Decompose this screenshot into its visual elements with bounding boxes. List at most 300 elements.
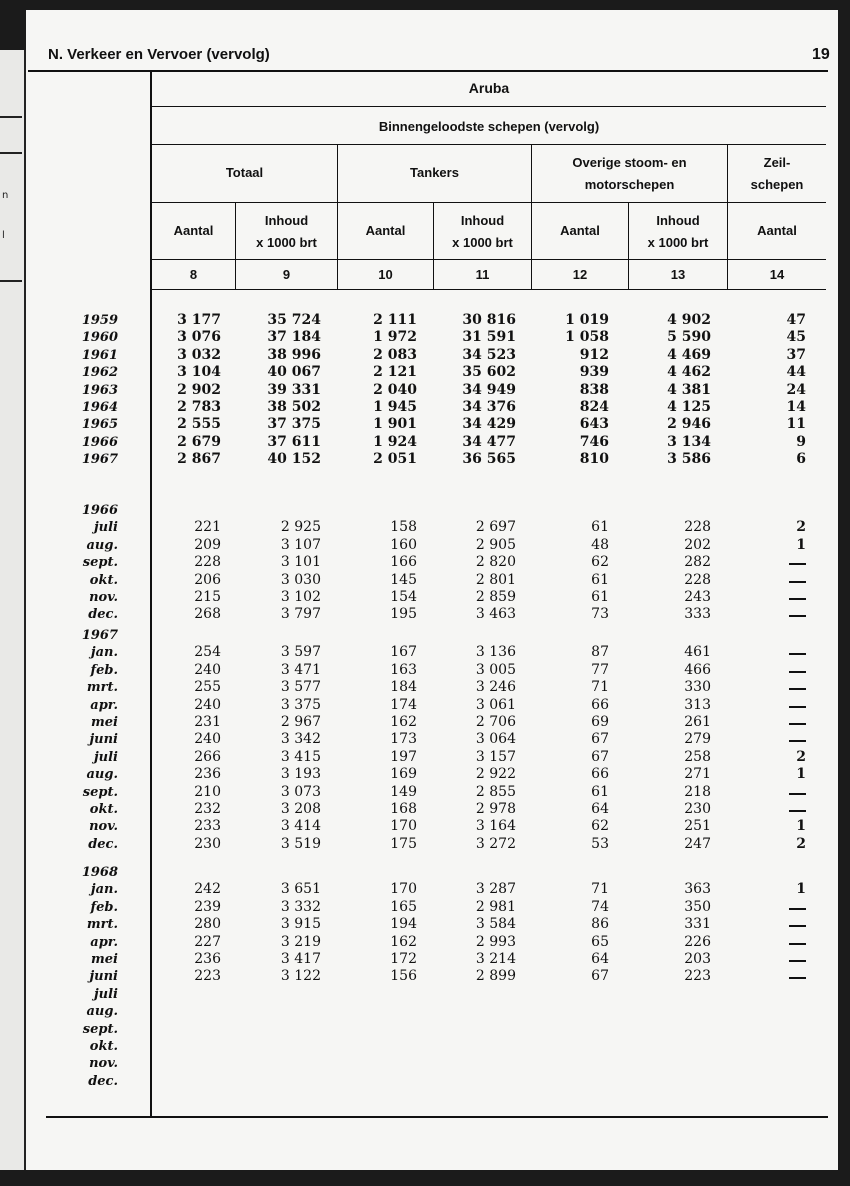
table-cell: 67 [591, 968, 609, 984]
table-cell: 266 [194, 749, 221, 765]
table-cell: 226 [684, 934, 711, 950]
subhead-inhoud-totaal-1: Inhoud [264, 213, 309, 228]
table-cell: 2 993 [475, 934, 516, 950]
table-cell: 3 246 [475, 679, 516, 695]
table-cell: 4 125 [667, 399, 711, 415]
table-bottom-rule [46, 1116, 828, 1118]
table-cell: 2 [796, 519, 806, 535]
row-period-label: apr. [90, 935, 118, 950]
section-year-label: 1968 [81, 865, 118, 880]
table-cell: 1 924 [373, 434, 417, 450]
row-period-label: juli [93, 750, 118, 765]
table-cell: 3 104 [177, 364, 221, 380]
table-cell: 3 463 [475, 606, 516, 622]
table-cell: 279 [684, 731, 711, 747]
section-year-label: 1966 [81, 503, 118, 518]
table-cell: 2 867 [177, 451, 221, 467]
row-period-label: dec. [88, 1074, 118, 1089]
table-cell: 3 030 [280, 572, 321, 588]
table-cell: 3 032 [177, 347, 221, 363]
table-cell: 1 972 [373, 329, 417, 345]
table-cell: 228 [684, 519, 711, 535]
table-cell: 271 [684, 766, 711, 782]
table-cell: 3 332 [280, 899, 321, 915]
table-cell-dash [789, 960, 806, 962]
row-period-label: 1964 [81, 400, 118, 415]
table-cell: 3 597 [280, 644, 321, 660]
table-cell: 350 [684, 899, 711, 915]
table-cell: 37 375 [267, 416, 321, 432]
page-number: 19 [812, 46, 830, 63]
row-period-label: 1963 [81, 383, 118, 398]
table-cell: 86 [591, 916, 609, 932]
table-cell: 156 [390, 968, 417, 984]
row-period-label: 1959 [81, 313, 118, 328]
table-cell-dash [789, 723, 806, 725]
table-cell: 3 101 [280, 554, 321, 570]
table-cell: 1 [796, 818, 806, 834]
col-number-10: 10 [378, 267, 393, 282]
table-cell: 69 [591, 714, 609, 730]
subhead-inhoud-totaal-2: x 1000 brt [256, 235, 317, 250]
table-cell: 3 073 [280, 784, 321, 800]
table-cell: 149 [390, 784, 417, 800]
table-cell: 223 [194, 968, 221, 984]
table-cell: 313 [684, 697, 711, 713]
table-cell: 242 [194, 881, 221, 897]
table-cell: 228 [194, 554, 221, 570]
rule-under-subtitle [150, 144, 826, 145]
table-cell: 221 [194, 519, 221, 535]
table-cell: 236 [194, 766, 221, 782]
table-cell: 4 462 [667, 364, 711, 380]
table-cell: 1 945 [373, 399, 417, 415]
table-cell: 62 [591, 818, 609, 834]
table-cell: 227 [194, 934, 221, 950]
table-cell: 3 577 [280, 679, 321, 695]
table-cell: 231 [194, 714, 221, 730]
table-cell: 3 415 [280, 749, 321, 765]
table-cell: 912 [579, 347, 609, 363]
table-cell: 1 058 [565, 329, 609, 345]
table-cell: 3 122 [280, 968, 321, 984]
table-cell: 172 [390, 951, 417, 967]
table-cell: 37 611 [267, 434, 321, 450]
table-cell: 218 [684, 784, 711, 800]
table-cell: 2 899 [475, 968, 516, 984]
subhead-inhoud-overige-2: x 1000 brt [647, 235, 709, 250]
col-number-9: 9 [282, 267, 291, 282]
table-cell: 66 [591, 697, 609, 713]
table-cell: 3 375 [280, 697, 321, 713]
table-cell: 40 152 [267, 451, 321, 467]
table-cell: 162 [390, 934, 417, 950]
row-period-label: dec. [88, 607, 118, 622]
table-cell: 236 [194, 951, 221, 967]
row-period-label: sept. [82, 555, 118, 570]
table-cell: 197 [390, 749, 417, 765]
row-period-label: okt. [89, 802, 118, 817]
table-cell: 3 915 [280, 916, 321, 932]
table-cell: 1 [796, 881, 806, 897]
table-cell: 66 [591, 766, 609, 782]
table-cell: 2 121 [373, 364, 417, 380]
row-period-label: feb. [90, 900, 118, 915]
table-cell: 3 584 [475, 916, 516, 932]
table-cell: 48 [591, 537, 609, 553]
table-cell: 233 [194, 818, 221, 834]
table-cell: 240 [194, 662, 221, 678]
table-cell: 170 [390, 818, 417, 834]
table-cell: 71 [591, 679, 609, 695]
table-cell: 73 [591, 606, 609, 622]
header-top-rule [28, 70, 828, 72]
table-cell: 254 [194, 644, 221, 660]
row-period-label: mrt. [86, 917, 118, 932]
col-number-8: 8 [189, 267, 198, 282]
table-cell: 160 [390, 537, 417, 553]
table-cell: 87 [591, 644, 609, 660]
table-cell: 3 417 [280, 951, 321, 967]
table-cell: 34 523 [462, 347, 516, 363]
table-cell: 9 [796, 434, 806, 450]
row-period-label: sept. [82, 1022, 118, 1037]
table-cell: 168 [390, 801, 417, 817]
row-period-label: aug. [86, 767, 118, 782]
table-cell-dash [789, 688, 806, 690]
row-period-label: juli [93, 520, 118, 535]
table-cell: 44 [786, 364, 806, 380]
table-cell: 3 193 [280, 766, 321, 782]
table-cell: 210 [194, 784, 221, 800]
table-cell: 64 [591, 951, 609, 967]
table-cell: 169 [390, 766, 417, 782]
section-title: N. Verkeer en Vervoer (vervolg) [48, 46, 270, 63]
table-cell: 175 [390, 836, 417, 852]
table-cell: 158 [390, 519, 417, 535]
table-cell: 2 922 [475, 766, 516, 782]
table-cell: 3 219 [280, 934, 321, 950]
table-cell: 939 [579, 364, 609, 380]
subhead-inhoud-overige-1: Inhoud [656, 213, 700, 228]
table-cell: 3 586 [667, 451, 711, 467]
table-cell: 170 [390, 881, 417, 897]
row-period-label: jan. [90, 882, 118, 897]
table-cell: 461 [684, 644, 711, 660]
table-cell: 165 [390, 899, 417, 915]
row-period-label: nov. [89, 819, 118, 834]
table-cell: 2 855 [475, 784, 516, 800]
table-cell: 255 [194, 679, 221, 695]
table-cell-dash [789, 706, 806, 708]
row-period-label: juli [93, 987, 118, 1002]
table-cell-dash [789, 740, 806, 742]
table-cell: 215 [194, 589, 221, 605]
group-overige-line1: Overige stoom- en [572, 155, 687, 170]
table-cell: 195 [390, 606, 417, 622]
table-cell: 240 [194, 697, 221, 713]
col-number-11: 11 [475, 267, 490, 282]
table-cell: 1 901 [373, 416, 417, 432]
table-cell: 333 [684, 606, 711, 622]
table-cell: 11 [786, 416, 806, 432]
table-cell: 3 414 [280, 818, 321, 834]
col-number-12: 12 [572, 267, 588, 282]
table-cell: 2 679 [177, 434, 221, 450]
table-cell: 6 [796, 451, 806, 467]
table-cell: 1 [796, 766, 806, 782]
table-cell: 37 [786, 347, 806, 363]
group-zeil-line1: Zeil- [763, 155, 791, 170]
table-cell: 240 [194, 731, 221, 747]
table-cell: 203 [684, 951, 711, 967]
table-cell: 34 949 [462, 382, 516, 398]
table-cell: 3 272 [475, 836, 516, 852]
table-cell: 247 [684, 836, 711, 852]
table-cell: 3 107 [280, 537, 321, 553]
row-period-label: mrt. [86, 680, 118, 695]
table-cell: 2 978 [475, 801, 516, 817]
table-cell: 173 [390, 731, 417, 747]
row-period-label: okt. [89, 1039, 118, 1054]
table-cell: 3 102 [280, 589, 321, 605]
table-cell: 2 946 [667, 416, 711, 432]
table-cell: 34 376 [462, 399, 516, 415]
table-cell: 174 [390, 697, 417, 713]
table-cell: 2 051 [373, 451, 417, 467]
table-cell: 824 [579, 399, 609, 415]
table-cell: 145 [390, 572, 417, 588]
table-cell: 3 061 [475, 697, 516, 713]
table-cell: 162 [390, 714, 417, 730]
table-cell: 3 797 [280, 606, 321, 622]
table-cell: 24 [786, 382, 806, 398]
table-cell: 838 [579, 382, 609, 398]
table-cell: 230 [684, 801, 711, 817]
table-cell: 746 [579, 434, 609, 450]
row-period-label: aug. [86, 1004, 118, 1019]
table-cell: 2 981 [475, 899, 516, 915]
table-cell: 3 214 [475, 951, 516, 967]
rule-under-subheads [150, 259, 826, 260]
table-cell: 30 816 [462, 312, 516, 328]
group-zeil-line2: schepen [750, 177, 804, 192]
col-number-13: 13 [670, 267, 686, 282]
row-period-label: 1962 [81, 365, 118, 380]
table-cell-dash [789, 615, 806, 617]
table-cell: 4 902 [667, 312, 711, 328]
table-cell-dash [789, 671, 806, 673]
table-cell: 1 [796, 537, 806, 553]
row-period-label: jan. [90, 645, 118, 660]
table-cell: 3 164 [475, 818, 516, 834]
table-cell: 1 019 [565, 312, 609, 328]
table-cell: 2 040 [373, 382, 417, 398]
table-cell: 67 [591, 749, 609, 765]
table-cell: 230 [194, 836, 221, 852]
table-cell: 14 [786, 399, 806, 415]
table-cell: 45 [786, 329, 806, 345]
table-cell: 40 067 [267, 364, 321, 380]
table-cell: 61 [591, 589, 609, 605]
table-cell: 62 [591, 554, 609, 570]
row-period-label: dec. [88, 837, 118, 852]
table-cell-dash [789, 793, 806, 795]
table-cell: 35 602 [462, 364, 516, 380]
table-cell: 39 331 [267, 382, 321, 398]
subhead-aantal-zeil: Aantal [757, 223, 797, 238]
subhead-aantal-totaal: Aantal [173, 223, 214, 238]
table-cell: 202 [684, 537, 711, 553]
row-period-label: feb. [90, 663, 118, 678]
group-tankers: Tankers [410, 165, 459, 180]
table-cell: 223 [684, 968, 711, 984]
table-cell: 71 [591, 881, 609, 897]
table-cell: 2 967 [280, 714, 321, 730]
group-overige-line2: motorschepen [584, 177, 675, 192]
table-cell: 77 [591, 662, 609, 678]
table-cell: 2 925 [280, 519, 321, 535]
row-period-label: 1960 [81, 330, 118, 345]
table-cell: 239 [194, 899, 221, 915]
group-totaal: Totaal [225, 165, 264, 180]
table-cell: 3 177 [177, 312, 221, 328]
table-cell: 65 [591, 934, 609, 950]
row-period-label: 1966 [81, 435, 118, 450]
table-cell: 261 [684, 714, 711, 730]
table-cell: 330 [684, 679, 711, 695]
row-period-label: okt. [89, 573, 118, 588]
subhead-inhoud-tankers-1: Inhoud [460, 213, 505, 228]
table-cell: 37 184 [267, 329, 321, 345]
row-period-label: 1967 [81, 452, 118, 467]
table-cell: 2 111 [373, 312, 417, 328]
table-cell: 184 [390, 679, 417, 695]
table-cell: 258 [684, 749, 711, 765]
table-cell: 268 [194, 606, 221, 622]
table-cell: 61 [591, 572, 609, 588]
table-cell: 3 157 [475, 749, 516, 765]
table-cell: 47 [786, 312, 806, 328]
table-cell: 61 [591, 784, 609, 800]
table-cell: 3 287 [475, 881, 516, 897]
table-cell: 228 [684, 572, 711, 588]
table-cell: 2 783 [177, 399, 221, 415]
subhead-inhoud-tankers-2: x 1000 brt [452, 235, 513, 250]
table-cell: 34 477 [462, 434, 516, 450]
rule-under-groups [150, 202, 826, 203]
table-cell: 3 342 [280, 731, 321, 747]
table-cell: 35 724 [267, 312, 321, 328]
row-period-label: 1965 [81, 417, 118, 432]
table-cell-dash [789, 598, 806, 600]
table-cell: 61 [591, 519, 609, 535]
table-cell: 167 [390, 644, 417, 660]
table-cell: 363 [684, 881, 711, 897]
row-period-label: nov. [89, 590, 118, 605]
table-cell: 2 905 [475, 537, 516, 553]
table-cell: 3 208 [280, 801, 321, 817]
row-period-label: nov. [89, 1056, 118, 1071]
table-cell-dash [789, 977, 806, 979]
table-cell-dash [789, 943, 806, 945]
table-cell: 166 [390, 554, 417, 570]
table-cell: 154 [390, 589, 417, 605]
row-period-label: juni [89, 969, 118, 984]
table-cell: 2 801 [475, 572, 516, 588]
table-cell: 5 590 [667, 329, 711, 345]
table-cell: 34 429 [462, 416, 516, 432]
rule-under-colnums [150, 289, 826, 290]
table-cell: 2 859 [475, 589, 516, 605]
table-cell: 194 [390, 916, 417, 932]
region-heading: Aruba [468, 80, 510, 96]
subhead-aantal-tankers: Aantal [365, 223, 406, 238]
table-cell: 3 136 [475, 644, 516, 660]
table-cell: 4 469 [667, 347, 711, 363]
table-cell: 3 471 [280, 662, 321, 678]
table-cell: 2 [796, 836, 806, 852]
row-period-label: mei [91, 952, 118, 967]
table-cell: 466 [684, 662, 711, 678]
table-cell: 64 [591, 801, 609, 817]
table-cell: 206 [194, 572, 221, 588]
table-cell: 810 [579, 451, 609, 467]
table-cell: 2 902 [177, 382, 221, 398]
table-cell-dash [789, 908, 806, 910]
row-period-label: apr. [90, 698, 118, 713]
table-cell: 3 064 [475, 731, 516, 747]
table-cell: 4 381 [667, 382, 711, 398]
table-cell: 2 555 [177, 416, 221, 432]
rule-under-region [150, 106, 826, 107]
table-cell: 331 [684, 916, 711, 932]
table-cell: 38 996 [267, 347, 321, 363]
table-cell: 53 [591, 836, 609, 852]
table-cell: 31 591 [462, 329, 516, 345]
table-cell: 38 502 [267, 399, 321, 415]
row-period-label: sept. [82, 785, 118, 800]
table-cell: 2 706 [475, 714, 516, 730]
table-cell: 3 076 [177, 329, 221, 345]
section-year-label: 1967 [81, 628, 118, 643]
table-cell: 163 [390, 662, 417, 678]
table-cell: 643 [579, 416, 609, 432]
table-cell-dash [789, 563, 806, 565]
table-cell: 3 651 [280, 881, 321, 897]
table-cell: 74 [591, 899, 609, 915]
table-cell: 3 519 [280, 836, 321, 852]
table-cell: 2 820 [475, 554, 516, 570]
table-cell: 2 [796, 749, 806, 765]
row-period-label: juni [89, 732, 118, 747]
table-cell: 67 [591, 731, 609, 747]
col-number-14: 14 [769, 267, 785, 282]
table-cell: 2 697 [475, 519, 516, 535]
table-cell: 232 [194, 801, 221, 817]
table-cell: 36 565 [462, 451, 516, 467]
table-cell-dash [789, 810, 806, 812]
row-period-label: 1961 [81, 348, 118, 363]
table-cell: 251 [684, 818, 711, 834]
table-cell: 280 [194, 916, 221, 932]
table-cell-dash [789, 653, 806, 655]
table-cell: 282 [684, 554, 711, 570]
previous-page-edge: n l [0, 50, 26, 1170]
table-cell: 2 083 [373, 347, 417, 363]
table-cell-dash [789, 581, 806, 583]
table-cell: 3 134 [667, 434, 711, 450]
